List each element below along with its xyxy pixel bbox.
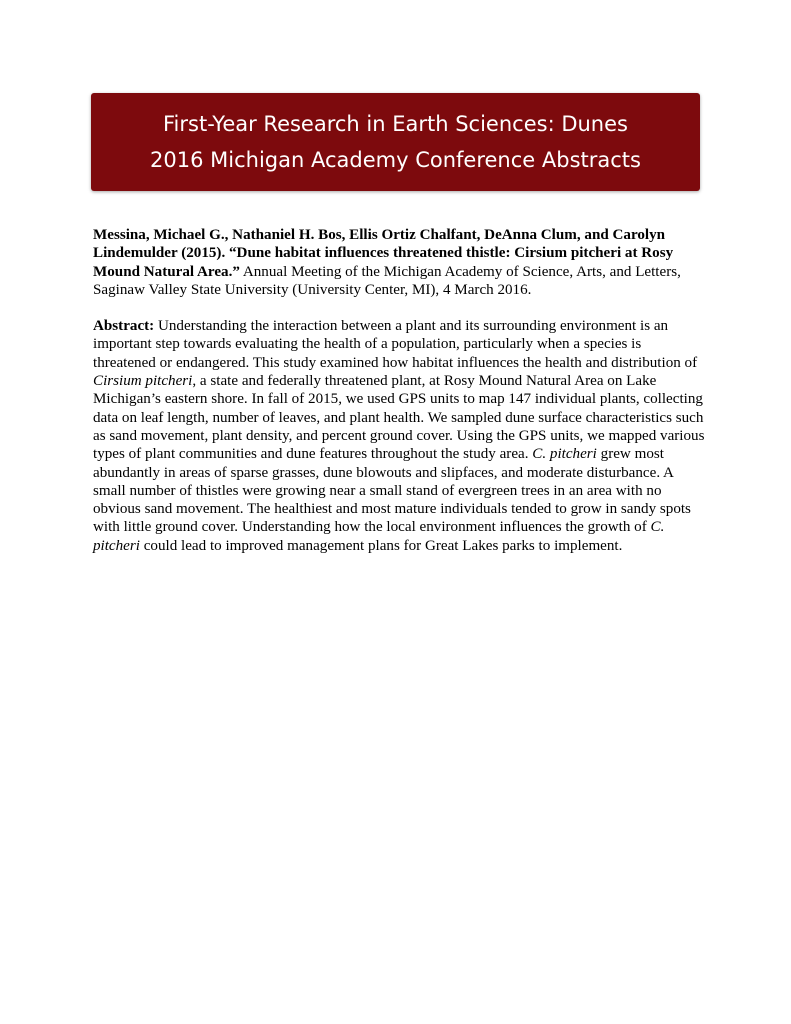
species-short-italic: C. pitcheri xyxy=(532,446,597,463)
abstract-text-3: grew most abundantly in areas of sparse grasses, dune blowouts and slipfaces, and moderate disturbance. A small number of thistles were growing near a small stand of evergreen trees in an area with no obvious sand movement. The healthiest and most mature individuals tended to grow in sandy spots with little ground cover. Understanding how the local environment influences the growth of xyxy=(93,446,691,536)
abstract-text-4: could lead to improved management plans for Great Lakes parks to implement. xyxy=(143,537,623,554)
citation xyxy=(93,226,705,299)
species-name-italic: Cirsium pitcheri xyxy=(93,373,193,390)
citation-authors: Messina, Michael G., Nathaniel H. Bos, Ellis Ortiz Chalfant, DeAnna Clum, and Carolyn Lindemulder (2015). xyxy=(93,227,666,262)
abstract xyxy=(93,317,705,555)
banner-title-line-1: First-Year Research in Earth Sciences: Dunes xyxy=(163,112,628,136)
document-body xyxy=(93,226,705,555)
abstract-label: Abstract: xyxy=(93,318,155,335)
abstract-text-2: , a state and federally threatened plant, at Rosy Mound Natural Area on Lake Michigan’s eastern shore. In fall of 2015, we used GPS units to map 147 individual plants, collecting data on leaf length, number of leaves, and plant health. We sampled dune surface characteristics such as sand movement, plant density, and percent ground cover. Using the GPS units, we mapped various types of plant communities and dune features throughout the study area. xyxy=(93,373,705,463)
species-short-italic: C. pitcheri xyxy=(93,519,665,554)
banner-title-line-2: 2016 Michigan Academy Conference Abstracts xyxy=(150,148,641,172)
abstract-text-1: Understanding the interaction between a plant and its surrounding environment is an important step towards evaluating the health of a population, particularly when a species is threatened or endangered. This study examined how habitat influences the health and distribution of xyxy=(93,318,698,371)
title-banner xyxy=(91,93,700,191)
citation-venue: Annual Meeting of the Michigan Academy of Science, Arts, and Letters, Saginaw Valley State University (University Center, MI), 4 March 2016. xyxy=(93,263,681,298)
citation-title: “Dune habitat influences threatened thistle: Cirsium pitcheri at Rosy Mound Natural Area.” xyxy=(93,245,674,280)
